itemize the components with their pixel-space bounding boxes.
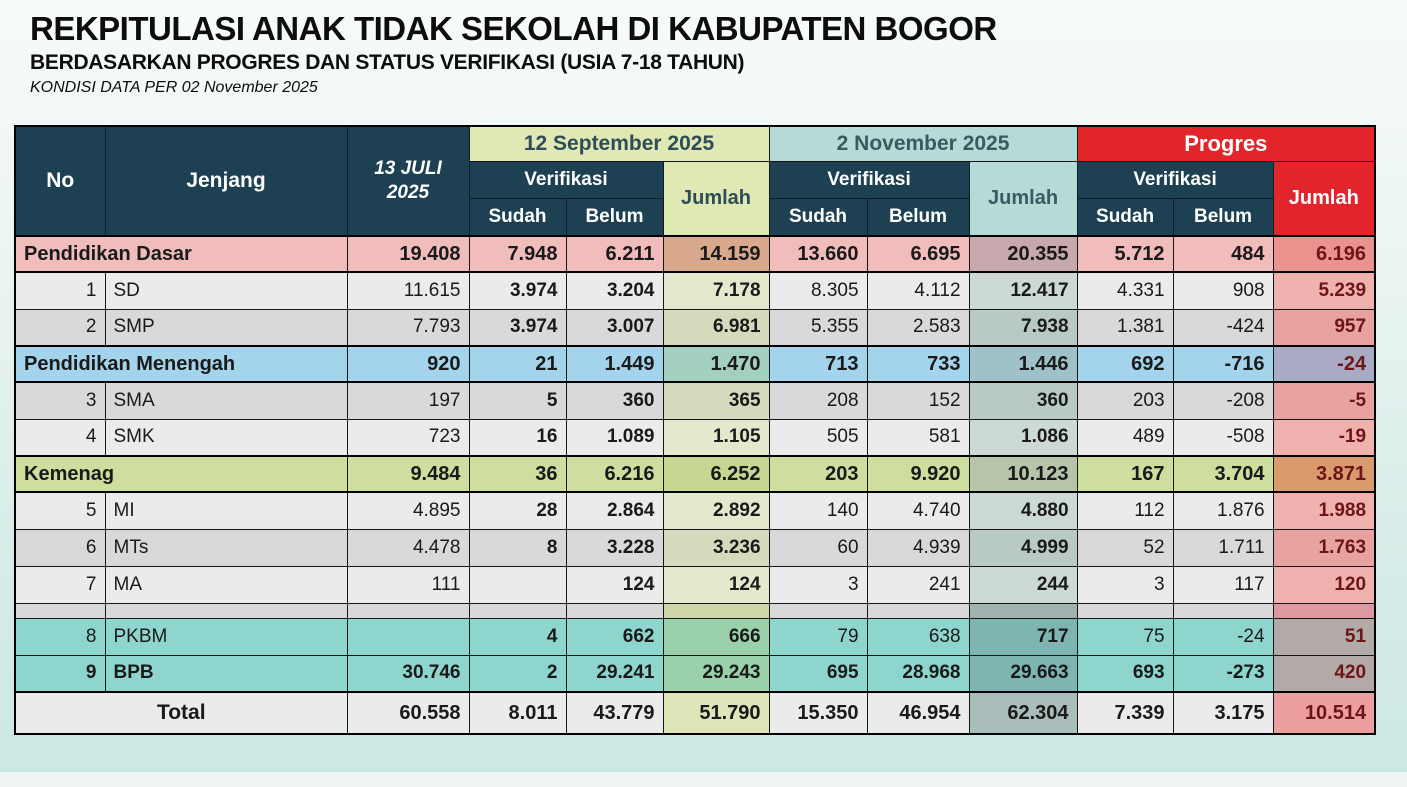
table-row	[15, 492, 1375, 529]
cell-nj: 7.938	[969, 309, 1077, 346]
col-header-belum-sept: Belum	[566, 198, 663, 236]
cell-nj	[969, 603, 1077, 618]
section-label: Pendidikan Menengah	[15, 346, 347, 382]
cell-ps: 692	[1077, 346, 1173, 382]
cell-ss: 4	[469, 618, 566, 655]
cell-ns: 203	[769, 456, 867, 492]
col-header-verifikasi-sept: Verifikasi	[469, 161, 663, 198]
cell-ps	[1077, 603, 1173, 618]
jenjang-label: MI	[105, 492, 347, 529]
cell-ns: 695	[769, 655, 867, 692]
col-header-jumlah-progres: Jumlah	[1273, 161, 1375, 236]
cell-pb: -716	[1173, 346, 1273, 382]
col-group-november: 2 November 2025	[769, 126, 1077, 161]
cell-ss: 3.974	[469, 272, 566, 309]
cell-nb: 241	[867, 566, 969, 603]
cell-ss	[469, 603, 566, 618]
cell-nj: 10.123	[969, 456, 1077, 492]
row-number: 4	[15, 419, 105, 456]
cell-juli: 7.793	[347, 309, 469, 346]
cell-sb: 1.089	[566, 419, 663, 456]
cell-pb: 908	[1173, 272, 1273, 309]
cell-nb: 9.920	[867, 456, 969, 492]
cell-nj: 1.446	[969, 346, 1077, 382]
col-header-sudah-sept: Sudah	[469, 198, 566, 236]
cell-ss: 5	[469, 382, 566, 419]
col-header-belum-progres: Belum	[1173, 198, 1273, 236]
cell-juli: 30.746	[347, 655, 469, 692]
cell-nb: 46.954	[867, 692, 969, 734]
cell-sb: 3.228	[566, 529, 663, 566]
cell-sb: 360	[566, 382, 663, 419]
title-block	[30, 10, 997, 97]
cell-ss	[469, 566, 566, 603]
cell-ns: 8.305	[769, 272, 867, 309]
cell-sj: 3.236	[663, 529, 769, 566]
cell-ss: 36	[469, 456, 566, 492]
cell-sb: 124	[566, 566, 663, 603]
cell-ns: 79	[769, 618, 867, 655]
cell-nj: 12.417	[969, 272, 1077, 309]
cell-juli: 19.408	[347, 236, 469, 272]
table-row	[15, 529, 1375, 566]
cell-sb: 3.007	[566, 309, 663, 346]
cell-nb: 4.112	[867, 272, 969, 309]
cell-pb: -424	[1173, 309, 1273, 346]
cell-nb: 2.583	[867, 309, 969, 346]
cell-ps: 203	[1077, 382, 1173, 419]
cell-sb: 2.864	[566, 492, 663, 529]
data-condition-date: KONDISI DATA PER 02 November 2025	[30, 78, 318, 96]
cell-pj	[1273, 603, 1375, 618]
cell-juli: 11.615	[347, 272, 469, 309]
cell-pj: 3.871	[1273, 456, 1375, 492]
jenjang-label: MTs	[105, 529, 347, 566]
col-header-sudah-nov: Sudah	[769, 198, 867, 236]
col-group-progres: Progres	[1077, 126, 1375, 161]
cell-sb: 43.779	[566, 692, 663, 734]
cell-juli: 111	[347, 566, 469, 603]
cell-pj: -5	[1273, 382, 1375, 419]
cell-ss: 16	[469, 419, 566, 456]
cell-pb: -208	[1173, 382, 1273, 419]
cell-juli: 4.478	[347, 529, 469, 566]
jenjang-label: MA	[105, 566, 347, 603]
cell-ps: 75	[1077, 618, 1173, 655]
col-header-verifikasi-nov: Verifikasi	[769, 161, 969, 198]
cell-pb: 3.704	[1173, 456, 1273, 492]
section-row	[15, 456, 1375, 492]
cell-sj: 2.892	[663, 492, 769, 529]
cell-juli: 920	[347, 346, 469, 382]
cell-pb: 484	[1173, 236, 1273, 272]
table-row	[15, 655, 1375, 692]
col-header-verifikasi-progres: Verifikasi	[1077, 161, 1273, 198]
cell-ns: 713	[769, 346, 867, 382]
cell-nb: 581	[867, 419, 969, 456]
cell-ps: 1.381	[1077, 309, 1173, 346]
jenjang-label: SMP	[105, 309, 347, 346]
cell-sj: 7.178	[663, 272, 769, 309]
cell-ns: 140	[769, 492, 867, 529]
cell-ns: 505	[769, 419, 867, 456]
cell-sj: 666	[663, 618, 769, 655]
table-row	[15, 618, 1375, 655]
cell-pj: 10.514	[1273, 692, 1375, 734]
cell-pj: 6.196	[1273, 236, 1375, 272]
cell-ps: 167	[1077, 456, 1173, 492]
cell-ns: 60	[769, 529, 867, 566]
cell-ss: 2	[469, 655, 566, 692]
cell-sj: 365	[663, 382, 769, 419]
cell-ns: 3	[769, 566, 867, 603]
cell-pj: 420	[1273, 655, 1375, 692]
section-label: Kemenag	[15, 456, 347, 492]
cell-nb: 638	[867, 618, 969, 655]
cell-sj: 14.159	[663, 236, 769, 272]
row-number: 2	[15, 309, 105, 346]
cell-nb: 6.695	[867, 236, 969, 272]
cell-juli	[347, 603, 469, 618]
cell-nb: 28.968	[867, 655, 969, 692]
cell-pb: 3.175	[1173, 692, 1273, 734]
cell-sj: 124	[663, 566, 769, 603]
row-number: 6	[15, 529, 105, 566]
jenjang-label: BPB	[105, 655, 347, 692]
cell-nj: 1.086	[969, 419, 1077, 456]
cell-ps: 693	[1077, 655, 1173, 692]
cell-nj: 62.304	[969, 692, 1077, 734]
row-number: 1	[15, 272, 105, 309]
col-header-jenjang: Jenjang	[105, 126, 347, 236]
cell-pj: 957	[1273, 309, 1375, 346]
cell-nj: 20.355	[969, 236, 1077, 272]
col-header-jumlah-sept: Jumlah	[663, 161, 769, 236]
cell-sj: 1.470	[663, 346, 769, 382]
cell-sb: 6.216	[566, 456, 663, 492]
footer-strip	[0, 772, 1407, 787]
jenjang-label: SD	[105, 272, 347, 309]
cell-sb: 662	[566, 618, 663, 655]
jenjang-label: SMK	[105, 419, 347, 456]
row-number: 3	[15, 382, 105, 419]
cell-sb: 6.211	[566, 236, 663, 272]
table-body	[15, 236, 1375, 734]
table-row	[15, 309, 1375, 346]
page-title: REKPITULASI ANAK TIDAK SEKOLAH DI KABUPATEN BOGOR	[30, 10, 997, 47]
cell-pj: 5.239	[1273, 272, 1375, 309]
cell-ss: 8.011	[469, 692, 566, 734]
cell-nj: 244	[969, 566, 1077, 603]
cell-pj: 1.763	[1273, 529, 1375, 566]
recap-table	[14, 125, 1376, 735]
cell-nb: 152	[867, 382, 969, 419]
total-row	[15, 692, 1375, 734]
cell-ns: 208	[769, 382, 867, 419]
cell-ps: 112	[1077, 492, 1173, 529]
cell-sb: 1.449	[566, 346, 663, 382]
cell-pb: -273	[1173, 655, 1273, 692]
col-header-no: No	[15, 126, 105, 236]
cell-nb: 4.939	[867, 529, 969, 566]
cell-pj: 120	[1273, 566, 1375, 603]
section-row	[15, 346, 1375, 382]
cell-ps: 52	[1077, 529, 1173, 566]
cell-juli: 723	[347, 419, 469, 456]
jenjang-label: SMA	[105, 382, 347, 419]
cell-pj: 51	[1273, 618, 1375, 655]
cell-nb: 4.740	[867, 492, 969, 529]
page-subtitle: BERDASARKAN PROGRES DAN STATUS VERIFIKASI (USIA 7-18 TAHUN)	[30, 50, 745, 74]
cell-nj: 360	[969, 382, 1077, 419]
cell-nj: 29.663	[969, 655, 1077, 692]
cell-ns: 13.660	[769, 236, 867, 272]
cell-pb: -508	[1173, 419, 1273, 456]
jenjang-label: PKBM	[105, 618, 347, 655]
table-row	[15, 566, 1375, 603]
cell-sj: 51.790	[663, 692, 769, 734]
cell-pj: -19	[1273, 419, 1375, 456]
cell-juli	[347, 618, 469, 655]
cell-juli: 197	[347, 382, 469, 419]
row-number	[15, 603, 105, 618]
cell-sb: 3.204	[566, 272, 663, 309]
cell-sj: 1.105	[663, 419, 769, 456]
cell-nb: 733	[867, 346, 969, 382]
section-label: Pendidikan Dasar	[15, 236, 347, 272]
cell-sb	[566, 603, 663, 618]
cell-sj: 29.243	[663, 655, 769, 692]
cell-juli: 4.895	[347, 492, 469, 529]
cell-nj: 4.999	[969, 529, 1077, 566]
spacer-row	[15, 603, 1375, 618]
col-header-jumlah-nov: Jumlah	[969, 161, 1077, 236]
cell-ps: 489	[1077, 419, 1173, 456]
cell-juli: 60.558	[347, 692, 469, 734]
cell-ns	[769, 603, 867, 618]
cell-pj: 1.988	[1273, 492, 1375, 529]
row-number: 9	[15, 655, 105, 692]
cell-ns: 5.355	[769, 309, 867, 346]
cell-ps: 4.331	[1077, 272, 1173, 309]
cell-sj: 6.252	[663, 456, 769, 492]
cell-juli: 9.484	[347, 456, 469, 492]
cell-pb: 1.711	[1173, 529, 1273, 566]
cell-ss: 8	[469, 529, 566, 566]
col-header-sudah-progres: Sudah	[1077, 198, 1173, 236]
cell-pb: 1.876	[1173, 492, 1273, 529]
table-row	[15, 272, 1375, 309]
cell-ss: 28	[469, 492, 566, 529]
row-number: 7	[15, 566, 105, 603]
cell-pb: -24	[1173, 618, 1273, 655]
cell-ps: 7.339	[1077, 692, 1173, 734]
table-row	[15, 419, 1375, 456]
col-header-13-juli-2025: 13 JULI 2025	[347, 126, 469, 236]
cell-pb	[1173, 603, 1273, 618]
cell-sb: 29.241	[566, 655, 663, 692]
cell-nj: 717	[969, 618, 1077, 655]
cell-nj: 4.880	[969, 492, 1077, 529]
section-row	[15, 236, 1375, 272]
cell-sj: 6.981	[663, 309, 769, 346]
jenjang-label	[105, 603, 347, 618]
cell-ps: 3	[1077, 566, 1173, 603]
cell-nb	[867, 603, 969, 618]
cell-ss: 3.974	[469, 309, 566, 346]
cell-ns: 15.350	[769, 692, 867, 734]
cell-pb: 117	[1173, 566, 1273, 603]
table-row	[15, 382, 1375, 419]
cell-sj	[663, 603, 769, 618]
row-number: 8	[15, 618, 105, 655]
cell-ss: 21	[469, 346, 566, 382]
col-header-belum-nov: Belum	[867, 198, 969, 236]
cell-ss: 7.948	[469, 236, 566, 272]
col-group-september: 12 September 2025	[469, 126, 769, 161]
cell-ps: 5.712	[1077, 236, 1173, 272]
row-number: 5	[15, 492, 105, 529]
total-label: Total	[15, 692, 347, 734]
cell-pj: -24	[1273, 346, 1375, 382]
